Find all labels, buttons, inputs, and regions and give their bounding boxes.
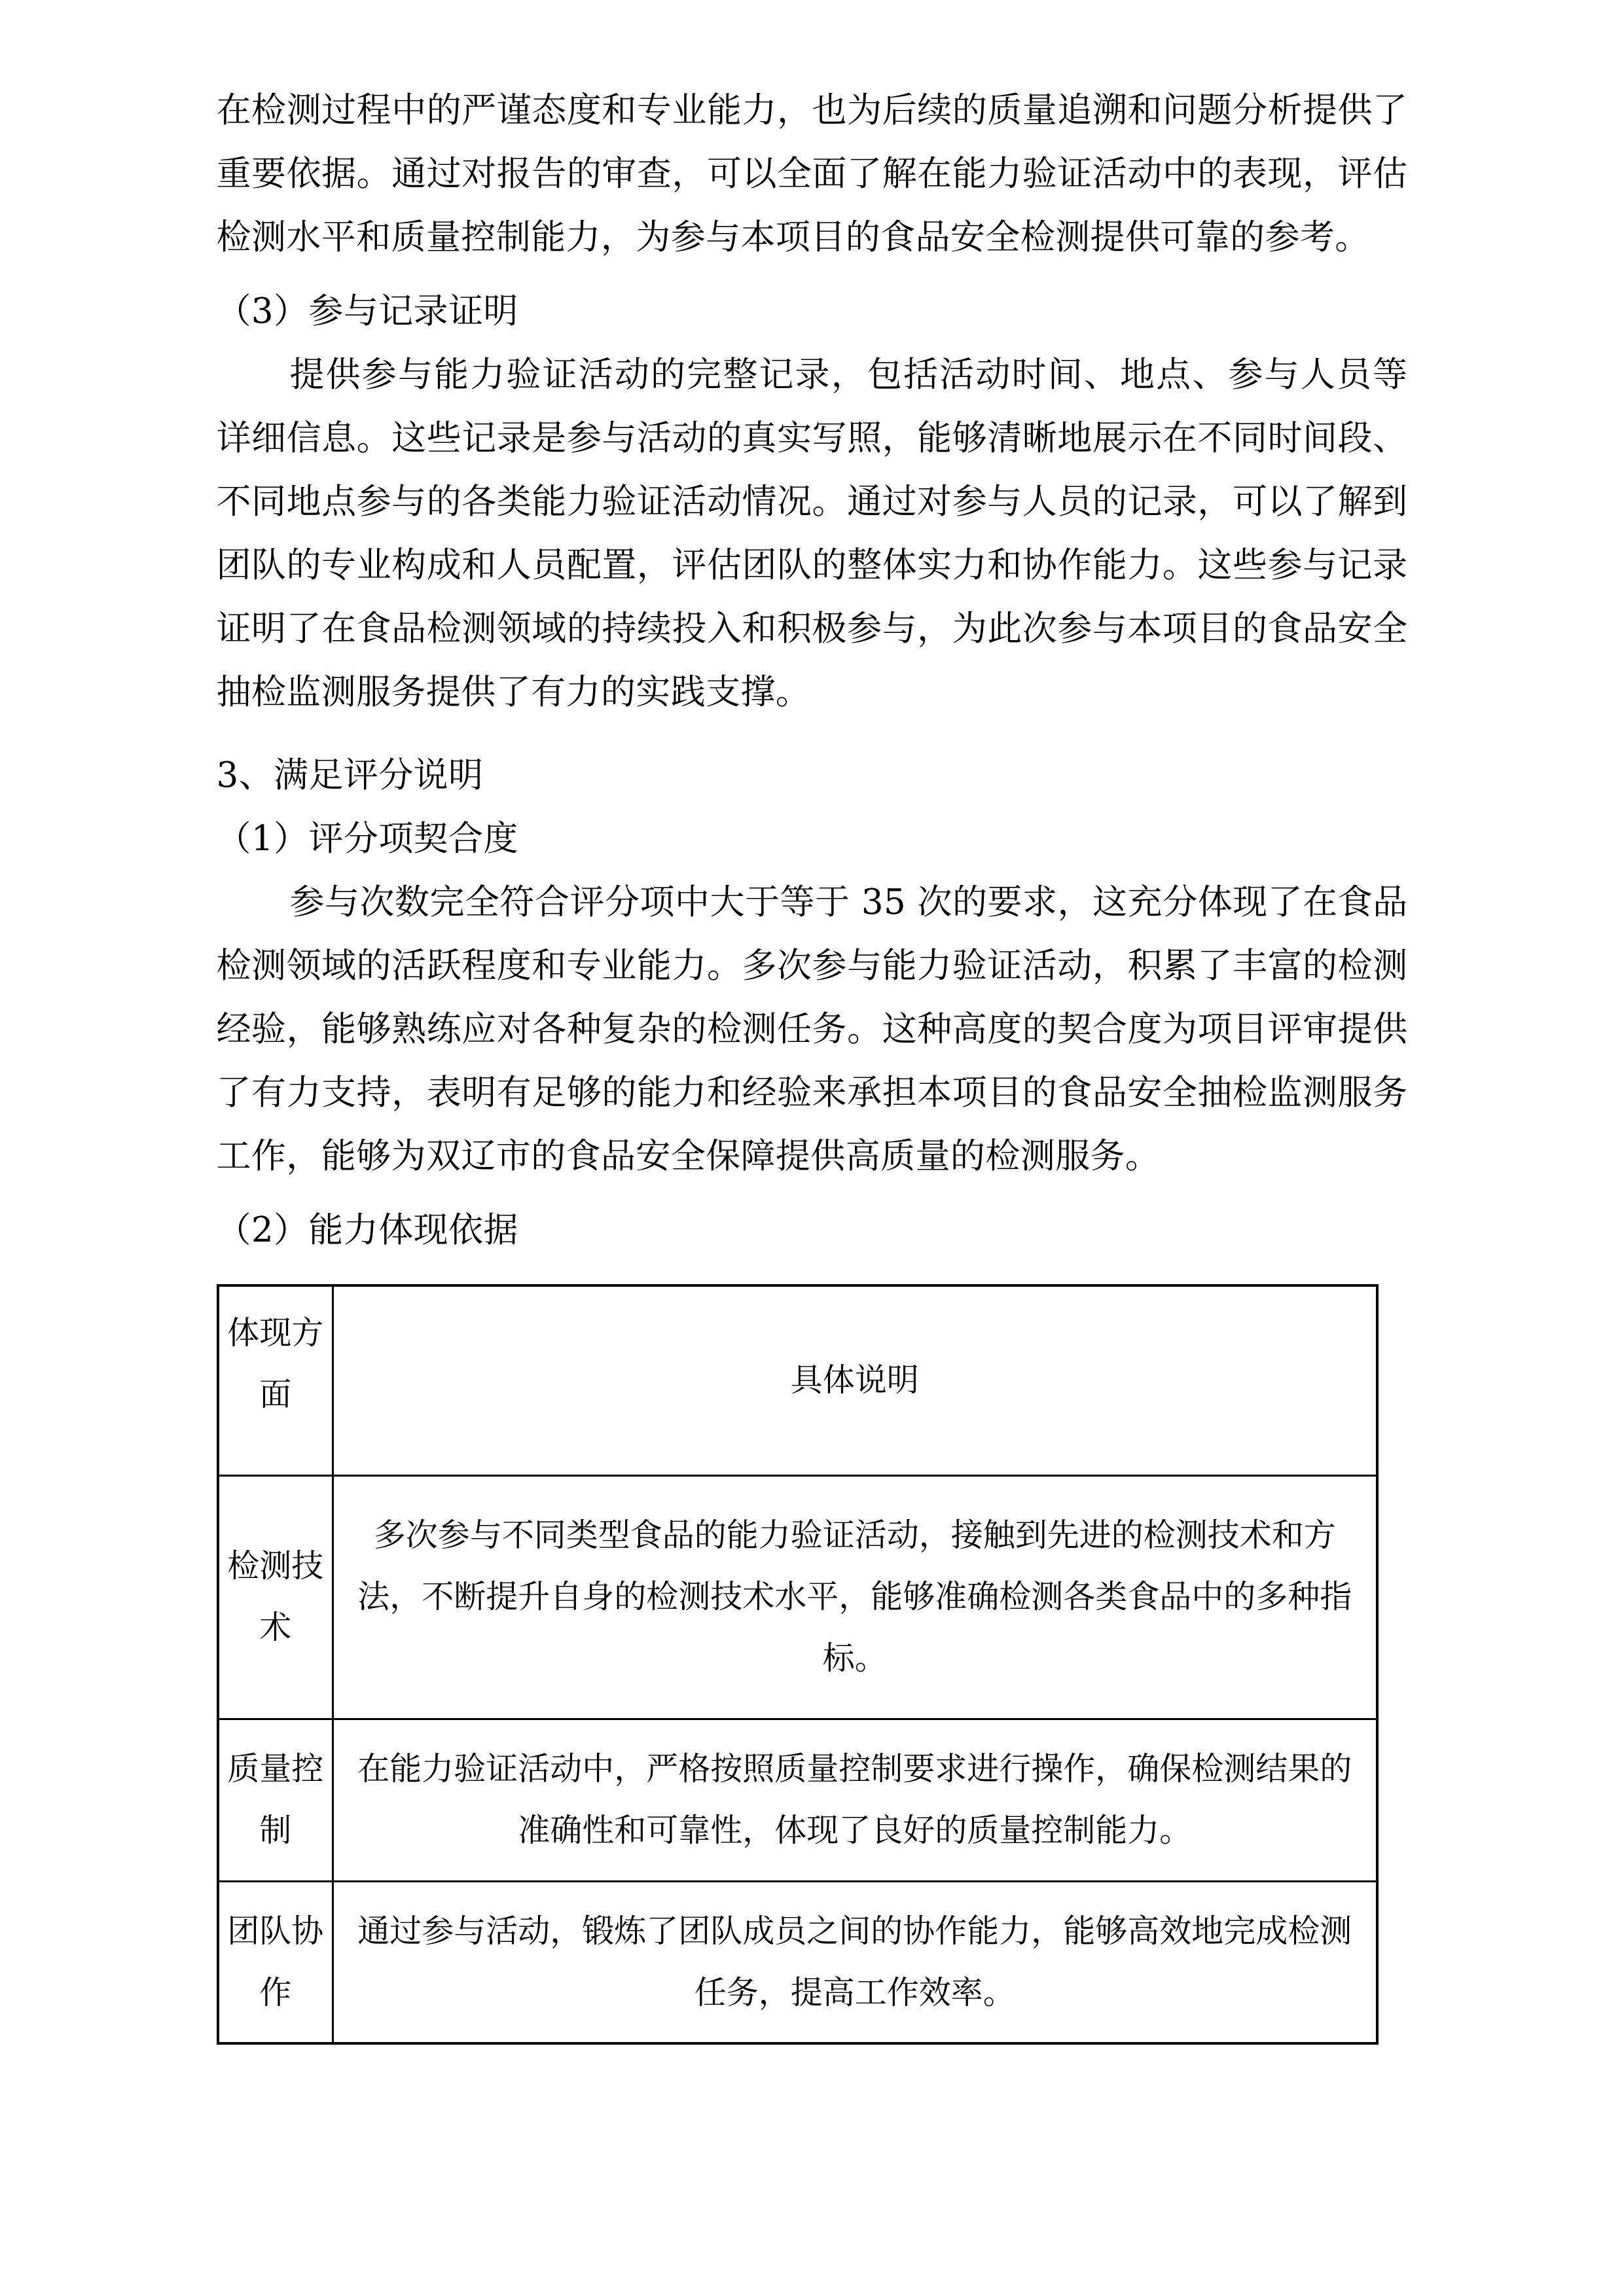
- table-cell-aspect-team-collaboration: 团队协作: [218, 1881, 333, 2043]
- paragraph-scoring-fit: 参与次数完全符合评分项中大于等于 35 次的要求，这充分体现了在食品检测领域的活跃程度和专业能力。多次参与能力验证活动，积累了丰富的检测经验，能够熟练应对各种复杂的检测任务。这种高度的契合度为项目评审提供了有力支持，表明有足够的能力和经验来承担本项目的食品安全抽检监测服务工作，能够为双辽市的食品安全保障提供高质量的检测服务。: [216, 882, 1408, 1176]
- document-body: [217, 79, 1408, 2045]
- spacer: [217, 269, 1408, 279]
- table-header-row: [218, 1285, 1377, 1475]
- table-cell-detail-detection-technology: 多次参与不同类型食品的能力验证活动，接触到先进的检测技术和方法，不断提升自身的检测技术水平，能够准确检测各类食品中的多种指标。: [333, 1475, 1377, 1719]
- paragraph-continued-report-review: 在检测过程中的严谨态度和专业能力，也为后续的质量追溯和问题分析提供了重要依据。通过对报告的审查，可以全面了解在能力验证活动中的表现，评估检测水平和质量控制能力，为参与本项目的食品安全检测提供可靠的参考。: [216, 90, 1408, 257]
- table-cell-aspect-detection-technology: 检测技术: [218, 1475, 333, 1719]
- table-cell-detail-quality-control: 在能力验证活动中，严格按照质量控制要求进行操作，确保检测结果的准确性和可靠性，体现了良好的质量控制能力。: [333, 1719, 1377, 1881]
- heading-scoring-note: 3、满足评分说明: [216, 755, 484, 795]
- spacer: [217, 724, 1408, 744]
- table-row: [218, 1475, 1377, 1719]
- table-row: [218, 1719, 1377, 1881]
- heading-scoring-fit: （1）评分项契合度: [216, 819, 518, 859]
- table-column-header-detail: 具体说明: [333, 1285, 1377, 1475]
- table-column-header-aspect: 体现方面: [218, 1285, 333, 1475]
- heading-capability-evidence: （2）能力体现依据: [216, 1210, 518, 1250]
- spacer: [217, 1188, 1408, 1198]
- heading-participation-record: （3）参与记录证明: [216, 291, 518, 331]
- table-cell-aspect-quality-control: 质量控制: [218, 1719, 333, 1881]
- table-row: [218, 1881, 1377, 2043]
- capability-evidence-table: [217, 1284, 1379, 2045]
- table-cell-detail-team-collaboration: 通过参与活动，锻炼了团队成员之间的协作能力，能够高效地完成检测任务，提高工作效率。: [333, 1881, 1377, 2043]
- paragraph-participation-record: 提供参与能力验证活动的完整记录，包括活动时间、地点、参与人员等详细信息。这些记录是参与活动的真实写照，能够清晰地展示在不同时间段、不同地点参与的各类能力验证活动情况。通过对参与人员的记录，可以了解到团队的专业构成和人员配置，评估团队的整体实力和协作能力。这些参与记录证明了在食品检测领域的持续投入和积极参与，为此次参与本项目的食品安全抽检监测服务提供了有力的实践支撑。: [216, 355, 1408, 712]
